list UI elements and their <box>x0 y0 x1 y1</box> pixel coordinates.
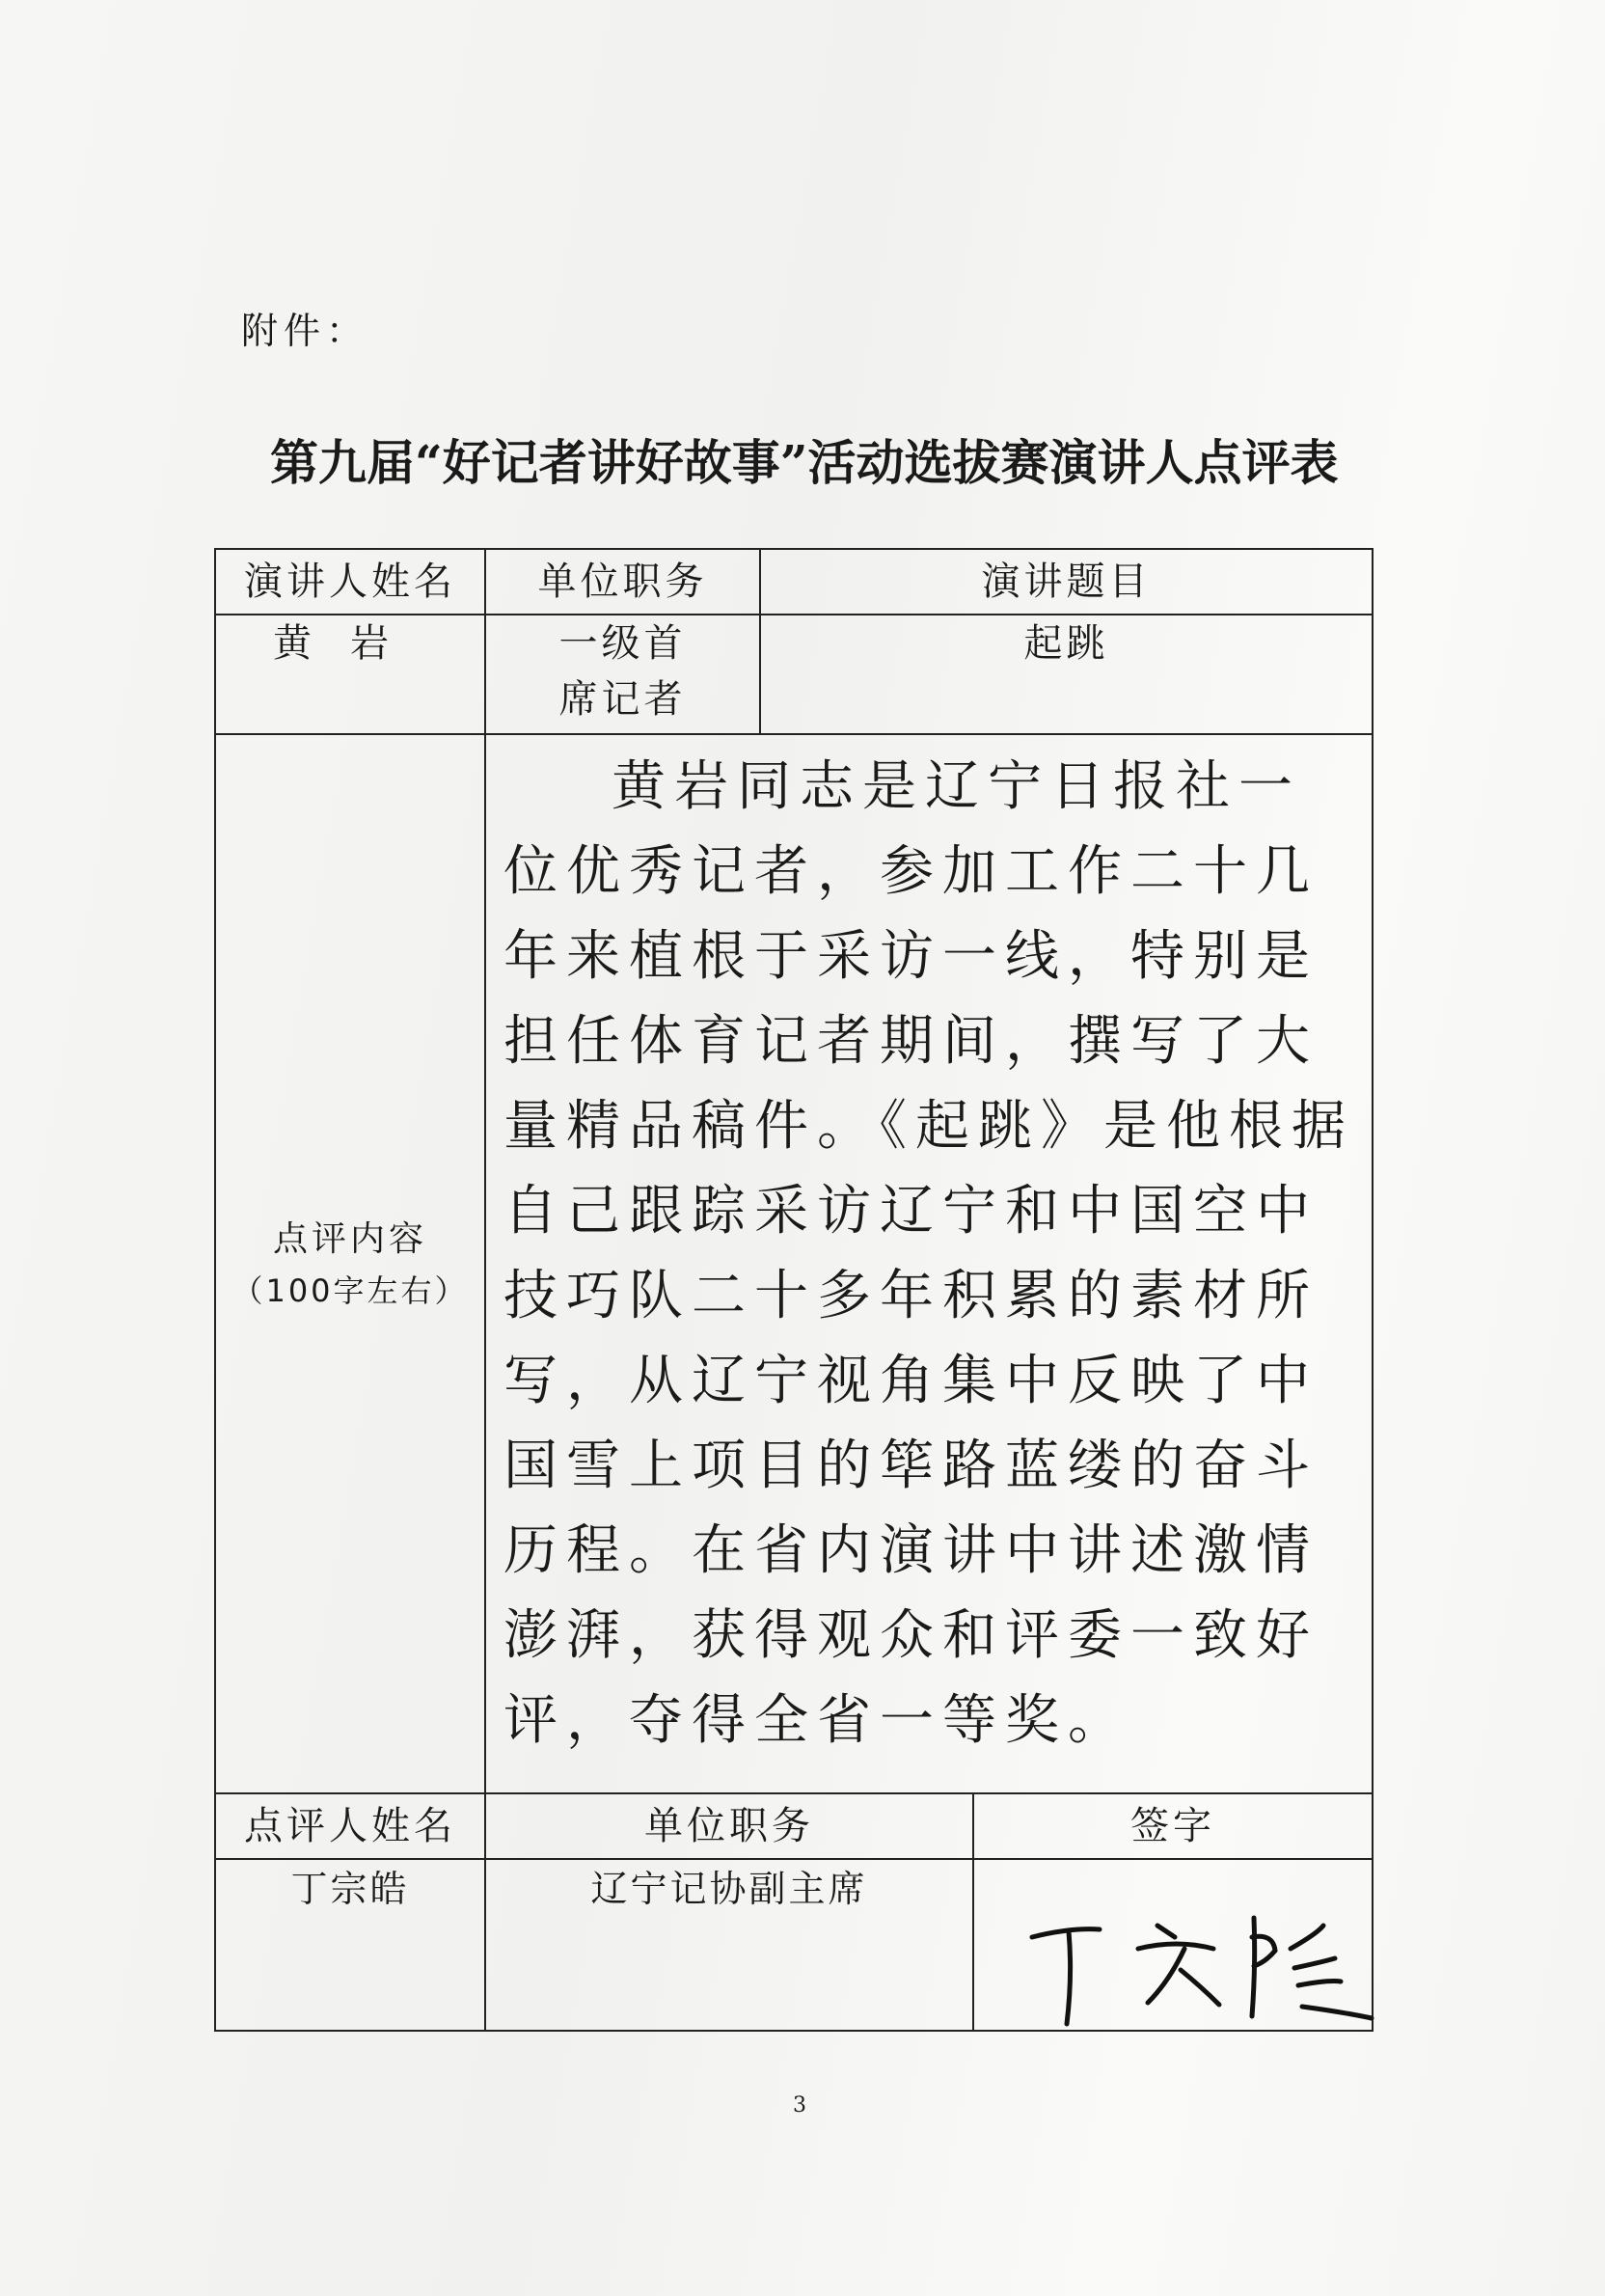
speaker-name-cell <box>215 615 485 734</box>
speaker-unit-header: 单位职务 <box>485 549 760 615</box>
handwritten-signature <box>1013 1899 1399 2034</box>
reviewer-name-cell <box>215 1859 485 2031</box>
form-title: 第九届“好记者讲好故事”活动选拔赛演讲人点评表 <box>270 434 1339 491</box>
speaker-header-row <box>215 549 1373 615</box>
review-label: 点评内容 <box>272 1219 427 1259</box>
speaker-topic: 起跳 <box>760 615 1373 734</box>
speaker-unit-cell <box>485 615 760 734</box>
speaker-name-header: 演讲人姓名 <box>215 549 485 615</box>
review-content: 黄岩同志是辽宁日报社一位优秀记者，参加工作二十几年来植根于采访一线，特别是担任体育记者期间，撰写了大量精品稿件。《起跳》是他根据自己跟踪采访辽宁和中国空中技巧队二十多年积累的素材所写，从辽宁视角集中反映了中国雪上项目的筚路蓝缕的奋斗历程。在省内演讲中讲述激情澎湃，获得观众和评委一致好评，夺得全省一等奖。 <box>485 734 1373 1793</box>
speaker-unit-line2: 席记者 <box>558 677 687 722</box>
review-form-table <box>214 548 1374 2032</box>
review-sublabel: （100字左右） <box>231 1272 469 1309</box>
review-row <box>215 734 1373 1793</box>
review-label-cell <box>215 734 485 1793</box>
reviewer-value-row <box>215 1859 1373 2031</box>
speaker-unit-line1: 一级首 <box>558 621 687 666</box>
signature-cell <box>973 1859 1373 2031</box>
reviewer-unit: 辽宁记协副主席 <box>590 1868 868 1910</box>
speaker-name: 黄岩 <box>273 621 427 666</box>
reviewer-name-header: 点评人姓名 <box>215 1793 485 1859</box>
reviewer-unit-cell <box>485 1859 973 2031</box>
reviewer-name: 丁宗皓 <box>290 1868 410 1910</box>
page-number: 3 <box>793 2093 806 2118</box>
speaker-value-row <box>215 615 1373 734</box>
speaker-topic-header: 演讲题目 <box>760 549 1373 615</box>
signature-header: 签字 <box>973 1793 1373 1859</box>
reviewer-header-row <box>215 1793 1373 1859</box>
reviewer-unit-header: 单位职务 <box>485 1793 973 1859</box>
attachment-label: 附件： <box>241 310 369 352</box>
